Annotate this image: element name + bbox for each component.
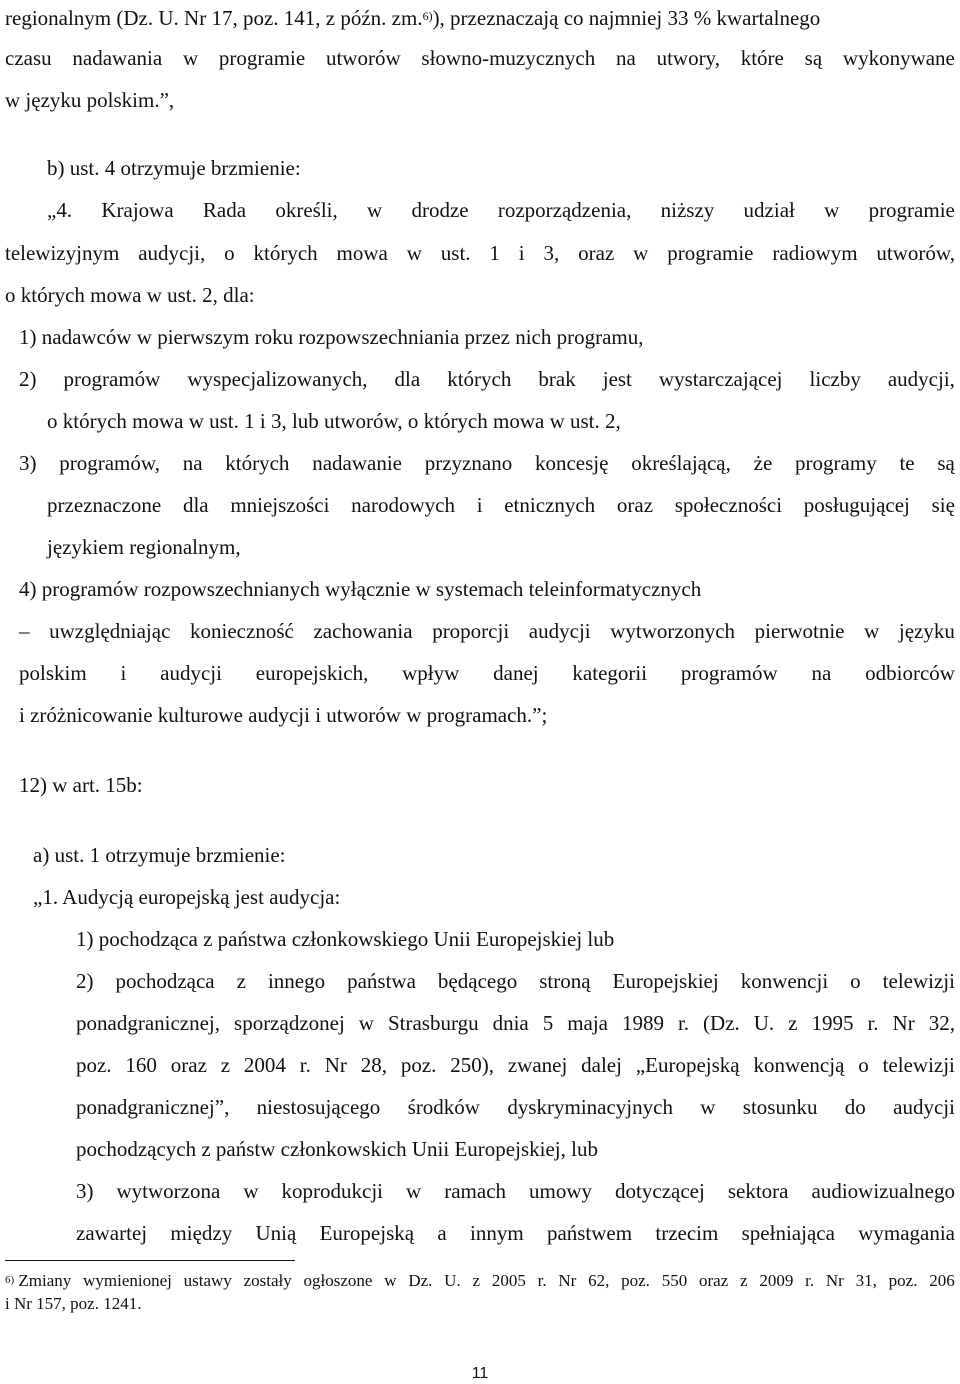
word: i <box>518 241 525 265</box>
page-number: 11 <box>471 1365 489 1382</box>
word: utworów <box>325 46 401 70</box>
word: w <box>243 1179 259 1203</box>
word: uwzględniając <box>49 619 171 643</box>
text-line-15 <box>19 618 955 644</box>
word: poz. <box>400 1053 437 1077</box>
word: liczby <box>809 367 861 391</box>
word: państwa <box>347 969 416 993</box>
word: 3, <box>543 241 560 265</box>
quoted-item-2-line-4 <box>76 1094 955 1120</box>
word: posługującej <box>803 493 910 517</box>
word: w <box>406 241 422 265</box>
quoted-item-2-line-5: pochodzących z państw członkowskich Unii Europejskiej, lub <box>76 1137 598 1161</box>
word: określi, <box>275 198 338 222</box>
word: telewizji <box>882 969 955 993</box>
word: telewizji <box>882 1053 955 1077</box>
word: niższy <box>660 198 715 222</box>
word: 32, <box>928 1011 955 1035</box>
word: przeznaczone <box>47 493 162 517</box>
word: o <box>850 969 861 993</box>
word: programy <box>795 451 877 475</box>
word: Nr <box>892 1011 915 1035</box>
text-line-17: i zróżnicowanie kulturowe audycji i utworów w programach.”; <box>19 703 548 727</box>
text-line-7: o których mowa w ust. 2, dla: <box>5 283 255 307</box>
word: telewizyjnym <box>5 241 120 265</box>
footnote-marker: 6) <box>5 1274 15 1286</box>
word: w <box>864 619 880 643</box>
word: Europejską <box>319 1221 415 1245</box>
word: poz. <box>621 1271 650 1290</box>
word: nadawania <box>72 46 163 70</box>
word: koncesję <box>534 451 609 475</box>
word: zostały <box>243 1271 292 1290</box>
word: U. <box>753 1011 775 1035</box>
word: Europejskiej <box>612 969 719 993</box>
word: drodze <box>411 198 469 222</box>
word: programie <box>218 46 306 70</box>
quoted-item-2-line-1 <box>76 968 955 994</box>
word: 1989 <box>621 1011 664 1035</box>
word: mniejszości <box>230 493 330 517</box>
word: konieczność <box>190 619 294 643</box>
text-line-16 <box>19 660 955 686</box>
word: z <box>740 1271 748 1290</box>
word: z <box>788 1011 798 1035</box>
word: w <box>824 198 840 222</box>
word: których <box>447 367 512 391</box>
sub-point-a: a) ust. 1 otrzymuje brzmienie: <box>33 843 286 867</box>
footnote-body-1: $^{6)}$ Zmiany wymienionej ustawy zostały ogłoszone w Dz. U. z 2005 r. Nr 62, poz. 550 oraz z 2009 r. Nr 31, poz. 206 <box>5 1271 955 1290</box>
word: programie <box>667 241 754 265</box>
word: że <box>753 451 773 475</box>
word: których <box>225 451 290 475</box>
word: konwencji <box>740 969 829 993</box>
text-line-6 <box>5 240 955 266</box>
quoted-item-2-line-3 <box>76 1052 955 1078</box>
word: umowy <box>529 1179 593 1203</box>
word: mowa <box>336 241 388 265</box>
word: w <box>700 1095 716 1119</box>
word: sektora <box>727 1179 789 1203</box>
list-item-2-line-1 <box>19 366 955 392</box>
word: radiowym <box>772 241 858 265</box>
word: dla <box>394 367 421 391</box>
list-item-3-line-2 <box>47 492 955 518</box>
word: są <box>804 46 823 70</box>
word: koprodukcji <box>281 1179 384 1203</box>
word: Nr <box>558 1271 577 1290</box>
word: stosunku <box>742 1095 818 1119</box>
text-line-2 <box>5 45 955 71</box>
word: do <box>844 1095 866 1119</box>
word: 206 <box>929 1271 955 1290</box>
word: te <box>899 451 915 475</box>
word: z <box>472 1271 481 1290</box>
word: (Dz. <box>703 1011 740 1035</box>
word: Strasburgu <box>387 1011 479 1035</box>
word: r. <box>805 1271 815 1290</box>
word: r. <box>677 1011 690 1035</box>
text-line-5 <box>47 197 955 223</box>
word: w <box>384 1271 397 1290</box>
word: czasu <box>5 46 52 70</box>
word: w <box>633 241 649 265</box>
word: w <box>182 46 199 70</box>
word: 2005 <box>491 1271 526 1290</box>
word: wymienionej <box>83 1271 172 1290</box>
word: których <box>253 241 318 265</box>
word: ust. <box>440 241 471 265</box>
word: 250), <box>450 1053 494 1077</box>
word: utwory, <box>656 46 720 70</box>
word: Rada <box>202 198 247 222</box>
quoted-item-1: 1) pochodząca z państwa członkowskiego Unii Europejskiej lub <box>76 927 615 951</box>
list-item-1: 1) nadawców w pierwszym roku rozpowszechniania przez nich programu, <box>19 325 644 349</box>
word: na <box>811 661 832 685</box>
text-line-3: w języku polskim.”, <box>5 88 175 112</box>
word: 3) <box>76 1179 94 1203</box>
word: konwencją <box>753 1053 845 1077</box>
word: poz. <box>888 1271 918 1290</box>
text-line-4: b) ust. 4 otrzymuje brzmienie: <box>47 156 301 180</box>
word: w <box>358 1011 374 1035</box>
word: 160 <box>125 1053 157 1077</box>
word: „Europejską <box>635 1053 740 1077</box>
word: w <box>406 1179 422 1203</box>
quoted-item-2-line-2 <box>76 1010 955 1036</box>
word: określającą, <box>631 451 731 475</box>
word: pierwotnie <box>754 619 845 643</box>
word: programów, <box>59 451 160 475</box>
word: języku <box>898 619 955 643</box>
word: 5 <box>542 1011 554 1035</box>
word: trzecim <box>655 1221 719 1245</box>
word: r. <box>299 1053 311 1077</box>
word: między <box>170 1221 233 1245</box>
word: wpływ <box>402 661 460 685</box>
word: odbiorców <box>865 661 955 685</box>
word: kategorii <box>572 661 648 685</box>
word: wyspecjalizowanych, <box>187 367 368 391</box>
word: 62, <box>588 1271 610 1290</box>
section-heading: 12) w art. 15b: <box>19 773 143 797</box>
word: w <box>367 198 383 222</box>
word: maja <box>567 1011 608 1035</box>
word: innego <box>267 969 326 993</box>
list-item-4: 4) programów rozpowszechnianych wyłącznie w systemach teleinformatycznych <box>19 577 702 601</box>
word: wystarczającej <box>658 367 783 391</box>
word: Unią <box>255 1221 297 1245</box>
text-line-1: regionalnym (Dz. U. Nr 17, poz. 141, z późn. zm.$^{6)}$), przeznaczają co najmniej 33 % kwartalnego <box>5 6 821 30</box>
word: Krajowa <box>101 198 174 222</box>
word: się <box>931 493 955 517</box>
word: zwanej <box>507 1053 568 1077</box>
footnote-separator <box>5 1260 295 1261</box>
word: niestosującego <box>256 1095 381 1119</box>
word: i <box>476 493 483 517</box>
word: stroną <box>539 969 591 993</box>
word: 31, <box>855 1271 877 1290</box>
word: dotyczącej <box>615 1179 705 1203</box>
word: programie <box>868 198 955 222</box>
word: dalej <box>581 1053 622 1077</box>
word: dnia <box>492 1011 529 1035</box>
word: o <box>858 1053 869 1077</box>
footnote-line-2: i Nr 157, poz. 1241. <box>5 1294 142 1313</box>
word: 3) <box>19 451 37 475</box>
word: społeczności <box>674 493 783 517</box>
word: brak <box>538 367 576 391</box>
word: 1 <box>489 241 500 265</box>
word: innym <box>469 1221 524 1245</box>
word: r. <box>867 1011 879 1035</box>
quoted-item-3-line-2 <box>76 1220 955 1246</box>
word: europejskich, <box>255 661 369 685</box>
word: Dz. <box>408 1271 433 1290</box>
word: na <box>182 451 203 475</box>
word: audycji <box>893 1095 955 1119</box>
word: 2009 <box>759 1271 794 1290</box>
word: środków <box>407 1095 480 1119</box>
word: z <box>220 1053 231 1077</box>
word: są <box>937 451 955 475</box>
word: proporcji <box>432 619 510 643</box>
word: 2) <box>19 367 37 391</box>
quoted-item-3-line-1 <box>76 1178 955 1204</box>
word: dyskryminacyjnych <box>507 1095 673 1119</box>
word: jest <box>602 367 632 391</box>
word: państwem <box>546 1221 633 1245</box>
word: spełniająca <box>741 1221 835 1245</box>
word: nadawanie <box>312 451 402 475</box>
word: polskim <box>19 661 87 685</box>
word: wymagania <box>858 1221 955 1245</box>
word: na <box>615 46 636 70</box>
word: dla <box>182 493 209 517</box>
word: Nr <box>825 1271 844 1290</box>
word: poz. <box>76 1053 112 1077</box>
word: U. <box>444 1271 461 1290</box>
word: ogłoszone <box>303 1271 373 1290</box>
word: 28, <box>360 1053 387 1077</box>
word: z <box>236 969 246 993</box>
word: ustawy <box>183 1271 232 1290</box>
word: udział <box>743 198 795 222</box>
word: wytworzonych <box>610 619 736 643</box>
word: audycji, <box>887 367 955 391</box>
word: wytworzona <box>116 1179 221 1203</box>
footnote-ref: 6) <box>422 9 433 23</box>
word: sporządzonej <box>234 1011 345 1035</box>
footnote-line-1 <box>5 1270 955 1292</box>
word: narodowych <box>351 493 455 517</box>
word: audycji <box>528 619 591 643</box>
word: utworów, <box>876 241 955 265</box>
word: o <box>224 241 235 265</box>
word: oraz <box>170 1053 207 1077</box>
word: danej <box>493 661 539 685</box>
word: programów <box>680 661 778 685</box>
word: rozporządzenia, <box>497 198 632 222</box>
word: – <box>19 619 30 643</box>
list-item-3-line-1 <box>19 450 955 476</box>
word: audycji <box>160 661 222 685</box>
word: 1995 <box>811 1011 854 1035</box>
word: pochodząca <box>115 969 215 993</box>
word: audycji, <box>138 241 206 265</box>
word: oraz <box>698 1271 729 1290</box>
word: ponadgranicznej, <box>76 1011 221 1035</box>
word: a <box>437 1221 447 1245</box>
word: oraz <box>578 241 615 265</box>
word: będącego <box>437 969 518 993</box>
word: oraz <box>616 493 654 517</box>
list-item-3-line-3: językiem regionalnym, <box>47 535 241 559</box>
list-item-2-line-2: o których mowa w ust. 1 i 3, lub utworów, o których mowa w ust. 2, <box>47 409 621 433</box>
word: „4. <box>47 198 73 222</box>
quoted-heading: „1. Audycją europejską jest audycja: <box>33 885 341 909</box>
word: zachowania <box>313 619 413 643</box>
word: które <box>740 46 784 70</box>
word: słowno-muzycznych <box>421 46 596 70</box>
word: ramach <box>444 1179 507 1203</box>
word: audiowizualnego <box>811 1179 955 1203</box>
word: i <box>120 661 127 685</box>
word: r. <box>537 1271 547 1290</box>
word: programów <box>63 367 161 391</box>
word: 550 <box>661 1271 688 1290</box>
word: ponadgranicznej”, <box>76 1095 230 1119</box>
word: przyznano <box>424 451 513 475</box>
word: 2004 <box>243 1053 286 1077</box>
word: zawartej <box>76 1221 148 1245</box>
word: etnicznych <box>504 493 596 517</box>
word: wykonywane <box>842 46 955 70</box>
word: Nr <box>324 1053 347 1077</box>
word: 2) <box>76 969 94 993</box>
